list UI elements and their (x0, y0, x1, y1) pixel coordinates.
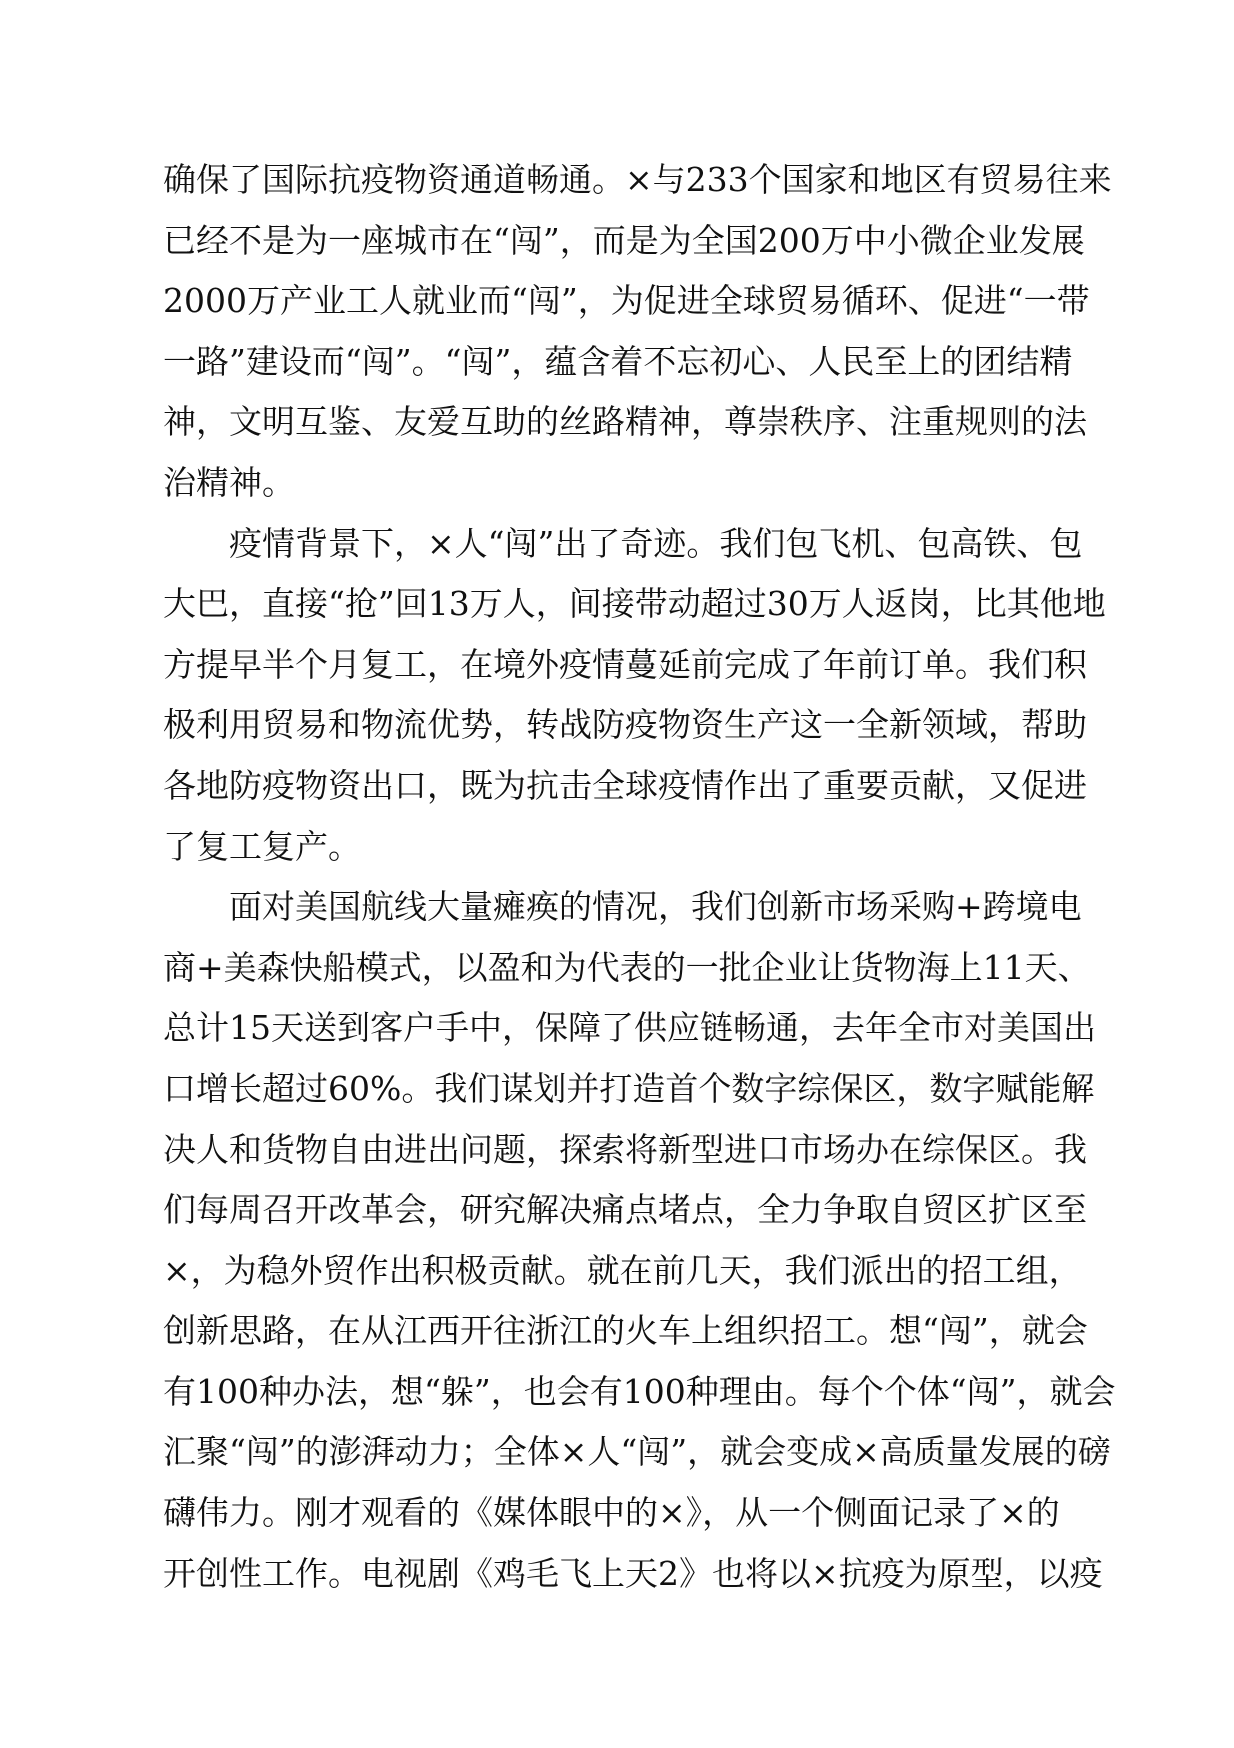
text-line: 了复工复产。 (163, 826, 361, 866)
text-line: 总计15天送到客户手中，保障了供应链畅通，去年全市对美国出 (163, 1008, 1096, 1048)
text-line: 治精神。 (163, 462, 295, 502)
text-line: 大巴，直接“抢”回13万人，间接带动超过30万人返岗，比其他地 (163, 584, 1106, 624)
text-line: 礴伟力。刚才观看的《媒体眼中的×》，从一个侧面记录了×的 (163, 1493, 1060, 1533)
text-line: ×，为稳外贸作出积极贡献。就在前几天，我们派出的招工组， (163, 1250, 1082, 1290)
text-line: 2000万产业工人就业而“闯”，为促进全球贸易循环、促进“一带 (163, 281, 1090, 321)
text-line: 决人和货物自由进出问题，探索将新型进口市场办在综保区。我 (163, 1129, 1087, 1169)
text-line: 汇聚“闯”的澎湃动力；全体×人“闯”，就会变成×高质量发展的磅 (163, 1432, 1111, 1472)
text-line: 开创性工作。电视剧《鸡毛飞上天2》也将以×抗疫为原型，以疫 (163, 1553, 1103, 1593)
text-line: 极利用贸易和物流优势，转战防疫物资生产这一全新领域，帮助 (163, 705, 1087, 745)
body-text (163, 150, 1123, 1604)
text-line: 确保了国际抗疫物资通道畅通。×与233个国家和地区有贸易往来 (163, 160, 1112, 199)
text-line: 有100种办法，想“躲”，也会有100种理由。每个个体“闯”，就会 (163, 1371, 1116, 1411)
text-line: 创新思路，在从江西开往浙江的火车上组织招工。想“闯”，就会 (163, 1311, 1088, 1351)
text-line: 方提早半个月复工，在境外疫情蔓延前完成了年前订单。我们积 (163, 644, 1087, 684)
text-line: 一路”建设而“闯”。“闯”，蕴含着不忘初心、人民至上的团结精 (163, 341, 1073, 381)
text-line: 已经不是为一座城市在“闯”，而是为全国200万中小微企业发展 (163, 220, 1085, 260)
paragraph-first-line: 面对美国航线大量瘫痪的情况，我们创新市场采购+跨境电 (229, 887, 1082, 927)
text-line: 神，文明互鉴、友爱互助的丝路精神，尊崇秩序、注重规则的法 (163, 402, 1087, 442)
text-line: 商+美森快船模式，以盈和为代表的一批企业让货物海上11天、 (163, 947, 1091, 987)
text-line: 们每周召开改革会，研究解决痛点堵点，全力争取自贸区扩区至 (163, 1190, 1087, 1230)
text-line: 各地防疫物资出口，既为抗击全球疫情作出了重要贡献，又促进 (163, 765, 1087, 805)
text-line: 口增长超过60%。我们谋划并打造首个数字综保区，数字赋能解 (163, 1068, 1095, 1108)
paragraph-first-line: 疫情背景下，×人“闯”出了奇迹。我们包飞机、包高铁、包 (229, 523, 1083, 563)
